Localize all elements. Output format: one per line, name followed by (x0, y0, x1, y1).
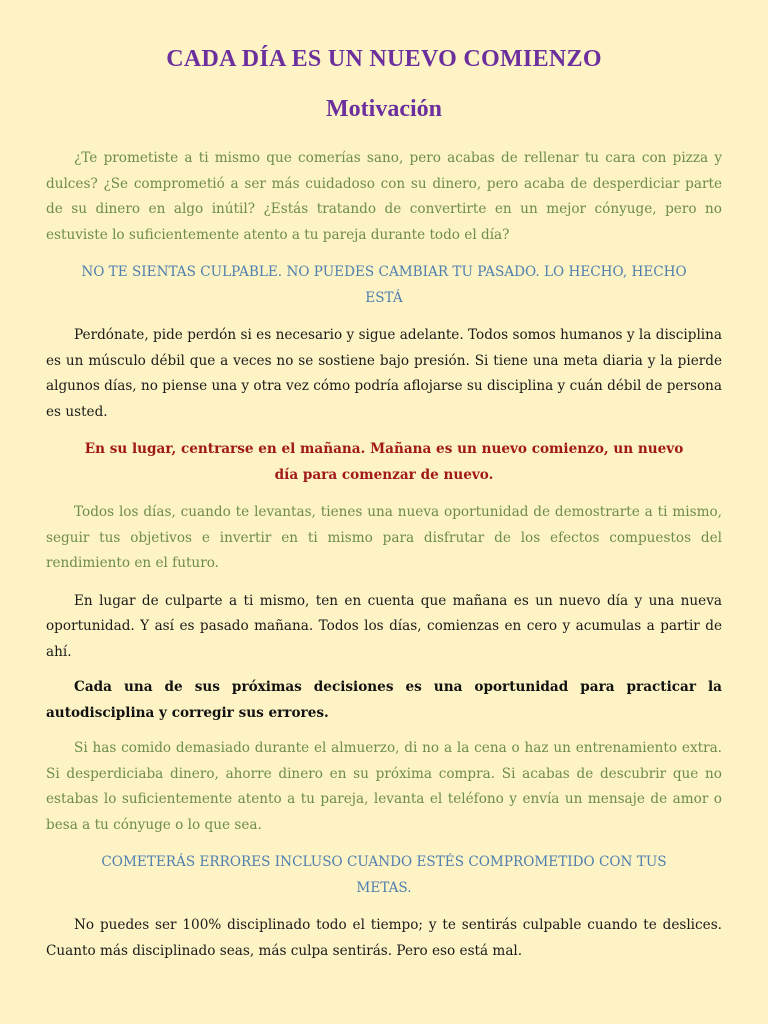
paragraph-forgive-yourself: Perdónate, pide perdón si es necesario y sigue adelante. Todos somos humanos y la disciplina es un músculo débil que a veces no se sostiene bajo presión. Si tiene una meta diaria y la pierde algunos días, no piense una y otra vez cómo podría aflojarse su disciplina y cuán débil de persona es usted. (46, 327, 722, 420)
paragraph-intro-questions: ¿Te prometiste a ti mismo que comerías sano, pero acabas de rellenar tu cara con pizza y dulces? ¿Se comprometió a ser más cuidadoso con su dinero, pero acaba de desperdiciar parte de su dinero en algo inútil? ¿Estás tratando de convertirte en un mejor cónyuge, pero no estuviste lo suficientemente atento a tu pareja durante todo el día? (46, 150, 722, 243)
paragraph-not-100-percent: No puedes ser 100% disciplinado todo el tiempo; y te sentirás culpable cuando te deslices. Cuanto más disciplinado seas, más culpa sentirás. Pero eso está mal. (46, 917, 722, 959)
document-subtitle: Motivación (326, 96, 442, 122)
callout-focus-tomorrow: En su lugar, centrarse en el mañana. Mañana es un nuevo comienzo, un nuevo día para comenzar de nuevo. (84, 441, 684, 483)
paragraph-examples: Si has comido demasiado durante el almuerzo, di no a la cena o haz un entrenamiento extra. Si desperdiciaba dinero, ahorre dinero en su próxima compra. Si acabas de descubrir que no estabas lo suficientemente atento a tu pareja, levanta el teléfono y envía un mensaje de amor o besa a tu cónyuge o lo que sea. (46, 740, 722, 833)
callout-no-guilt: NO TE SIENTAS CULPABLE. NO PUEDES CAMBIAR TU PASADO. LO HECHO, HECHO ESTÁ (81, 264, 687, 306)
paragraph-next-decisions: Cada una de sus próximas decisiones es una oportunidad para practicar la autodisciplina y corregir sus errores. (46, 679, 722, 721)
paragraph-instead-of-blame: En lugar de culparte a ti mismo, ten en cuenta que mañana es un nuevo día y una nueva oportunidad. Y así es pasado mañana. Todos los días, comienzas en cero y acumulas a partir de ahí. (46, 592, 722, 660)
paragraph-every-day: Todos los días, cuando te levantas, tienes una nueva oportunidad de demostrarte a ti mismo, seguir tus objetivos e invertir en ti mismo para disfrutar de los efectos compuestos del rendimiento en el futuro. (46, 504, 722, 571)
callout-mistakes: COMETERÁS ERRORES INCLUSO CUANDO ESTÉS COMPROMETIDO CON TUS METAS. (101, 854, 667, 896)
document-title: CADA DÍA ES UN NUEVO COMIENZO (166, 46, 602, 72)
